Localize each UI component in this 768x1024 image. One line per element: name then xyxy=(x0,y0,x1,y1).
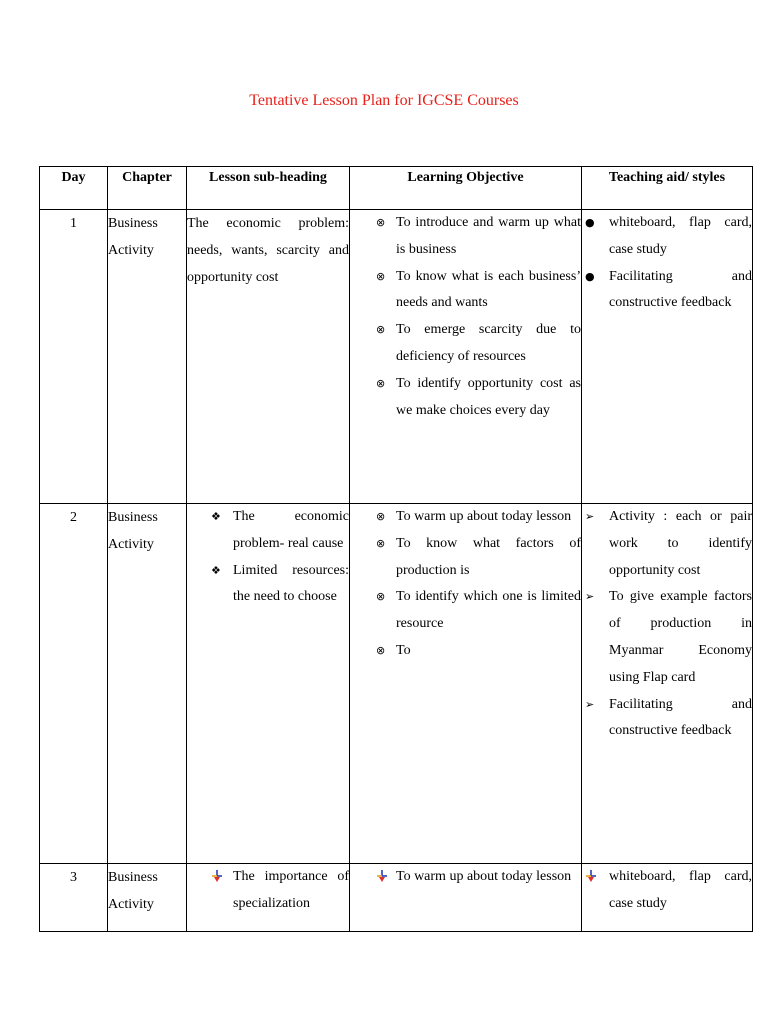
list-item: ➢ To give example factors of production in Myanmar Economy using Flap card xyxy=(582,584,752,691)
table-row xyxy=(40,864,753,932)
day-cell: 2 xyxy=(40,504,108,864)
list-item: whiteboard, flap card, case study xyxy=(582,864,752,918)
four-way-arrow-bullet-icon xyxy=(585,864,603,891)
list-item: ⊗ To know what is each business’ needs and wants xyxy=(350,264,581,318)
teaching-aid-cell xyxy=(582,864,753,932)
objective-cell xyxy=(350,864,582,932)
diamond-bullet-icon: ❖ xyxy=(211,563,221,577)
four-way-arrow-bullet-icon xyxy=(211,864,229,891)
objective-cell xyxy=(350,504,582,864)
document-title: Tentative Lesson Plan for IGCSE Courses xyxy=(249,92,519,109)
header-teaching-aids: Teaching aid/ styles xyxy=(582,167,753,210)
list-item: ⊗ To introduce and warm up what is business xyxy=(350,210,581,264)
dot-bullet-icon: ● xyxy=(585,269,595,283)
list-item: ● whiteboard, flap card, case study xyxy=(582,210,752,264)
chapter-cell: Business Activity xyxy=(108,864,187,932)
circled-x-bullet-icon: ⊗ xyxy=(376,323,386,337)
table-header-row xyxy=(40,167,753,210)
diamond-bullet-icon: ❖ xyxy=(211,510,221,523)
dot-bullet-icon: ● xyxy=(585,216,595,229)
arrowhead-bullet-icon: ➢ xyxy=(585,510,595,523)
circled-x-bullet-icon: ⊗ xyxy=(376,216,386,229)
header-day: Day xyxy=(40,167,108,210)
sub-heading-cell xyxy=(187,504,350,864)
circled-x-bullet-icon: ⊗ xyxy=(376,376,386,390)
header-objective: Learning Objective xyxy=(350,167,582,210)
list-item: ➢ Activity : each or pair work to identify opportunity cost xyxy=(582,504,752,584)
day-cell: 3 xyxy=(40,864,108,932)
arrowhead-bullet-icon: ➢ xyxy=(585,697,595,711)
sub-heading-cell xyxy=(187,864,350,932)
table-row xyxy=(40,210,753,504)
list-item: ⊗ To identify opportunity cost as we make choices every day xyxy=(350,371,581,425)
sub-heading-cell: The economic problem: needs, wants, scarcity and opportunity cost xyxy=(187,210,350,504)
four-way-arrow-bullet-icon xyxy=(376,864,394,891)
header-sub-heading: Lesson sub-heading xyxy=(187,167,350,210)
lesson-plan-table xyxy=(39,166,753,932)
circled-x-bullet-icon: ⊗ xyxy=(376,510,386,523)
table-row xyxy=(40,504,753,864)
list-item: The importance of specialization xyxy=(187,864,349,918)
list-item: ❖ The economic problem- real cause xyxy=(187,504,349,558)
list-item: ➢ Facilitating and constructive feedback xyxy=(582,692,752,746)
list-item: ⊗ To know what factors of production is xyxy=(350,531,581,585)
teaching-aid-cell xyxy=(582,210,753,504)
chapter-cell: Business Activity xyxy=(108,210,187,504)
list-item: ⊗ To xyxy=(350,638,581,665)
circled-x-bullet-icon: ⊗ xyxy=(376,536,386,550)
list-item: ❖ Limited resources: the need to choose xyxy=(187,558,349,612)
circled-x-bullet-icon: ⊗ xyxy=(376,643,386,657)
list-item: ⊗ To warm up about today lesson xyxy=(350,504,581,531)
chapter-cell: Business Activity xyxy=(108,504,187,864)
header-chapter: Chapter xyxy=(108,167,187,210)
arrowhead-bullet-icon: ➢ xyxy=(585,590,595,604)
day-cell: 1 xyxy=(40,210,108,504)
circled-x-bullet-icon: ⊗ xyxy=(376,590,386,604)
teaching-aid-cell xyxy=(582,504,753,864)
objective-cell xyxy=(350,210,582,504)
list-item: ⊗ To emerge scarcity due to deficiency of resources xyxy=(350,317,581,371)
list-item: ● Facilitating and constructive feedback xyxy=(582,264,752,318)
list-item: To warm up about today lesson xyxy=(350,864,581,891)
list-item: ⊗ To identify which one is limited resource xyxy=(350,584,581,638)
circled-x-bullet-icon: ⊗ xyxy=(376,269,386,283)
